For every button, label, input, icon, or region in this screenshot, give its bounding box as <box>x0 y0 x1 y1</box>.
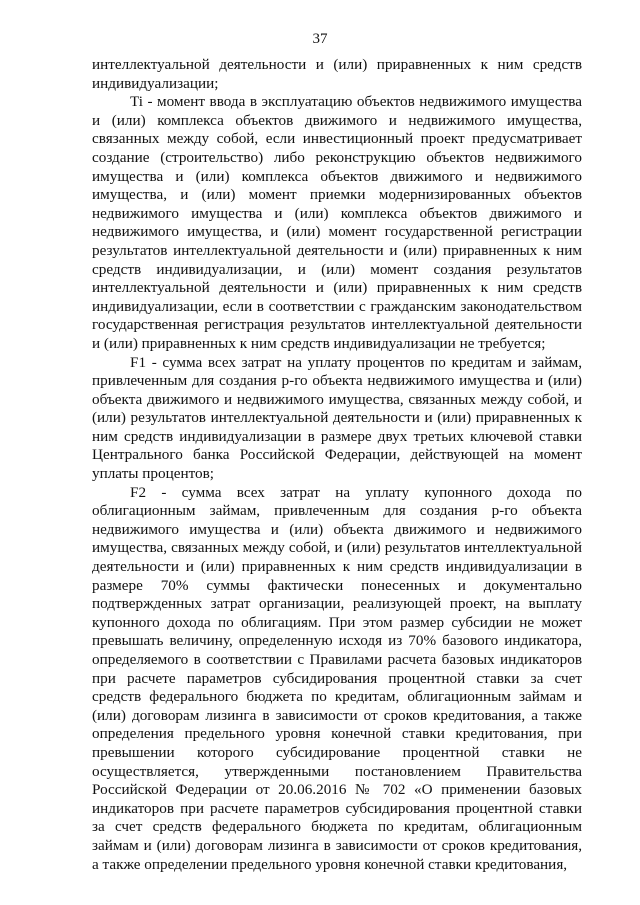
paragraph-f1-definition: F1 - сумма всех затрат на уплату процентов по кредитам и займам, привлеченным для создания p-го объекта недвижимого имущества и (или) объекта движимого и недвижимого имущества, связанных между собой, и (или) результатов интеллектуальной деятельности и (или) приравненных к ним средств индивидуализации в размере двух третьих ключевой ставки Центрального банка Российской Федерации, действующей на момент уплаты процентов; <box>92 353 582 483</box>
paragraph-continuation: интеллектуальной деятельности и (или) приравненных к ним средств индивидуализации; <box>92 56 582 92</box>
paragraph-ti-definition: Ti - момент ввода в эксплуатацию объектов недвижимого имущества и (или) комплекса объектов движимого и недвижимого имущества, связанных между собой, если инвестиционный проект предусматривает создание (строительство) либо реконструкцию объектов недвижимого имущества и (или) комплекса объектов движимого и недвижимого имущества, и (или) момент приемки модернизированных объектов недвижимого имущества и (или) комплекса объектов движимого и недвижимого имущества, и (или) момент государственной регистрации результатов интеллектуальной деятельности и (или) приравненных к ним средств индивидуализации, и (или) момент создания результатов интеллектуальной деятельности и (или) приравненных к ним средств индивидуализации, если в соответствии с гражданским законодательством государственная регистрация результатов интеллектуальной деятельности и (или) приравненных к ним средств индивидуализации не требуется; <box>92 93 582 352</box>
page-number: 37 <box>312 31 328 47</box>
paragraph-f2-definition: F2 - сумма всех затрат на уплату купонного дохода по облигационным займам, привлеченным для создания p-го объекта недвижимого имущества и (или) объекта движимого и недвижимого имущества, связанных между собой, и (или) результатов интеллектуальной деятельности и (или) приравненных к ним средств индивидуализации в размере 70% суммы фактически понесенных и документально подтвержденных затрат организации, реализующей проект, на выплату купонного дохода по облигациям. При этом размер субсидии не может превышать величину, определенную исходя из 70% базового индикатора, определяемого в соответствии с Правилами расчета базовых индикаторов при расчете параметров субсидирования процентной ставки за счет средств федерального бюджета по кредитам, облигационным займам и (или) договорам лизинга в зависимости от сроков кредитования, а также определения предельного уровня конечной ставки кредитования, при превышении которого субсидирование процентной ставки не осуществляется, утвержденными постановлением Правительства Российской Федерации от 20.06.2016 № 702 «О применении базовых индикаторов при расчете параметров субсидирования процентной ставки за счет средств федерального бюджета по кредитам, облигационным займам и (или) договорам лизинга в зависимости от сроков кредитования, а также определении предельного уровня конечной ставки кредитования, <box>92 483 582 873</box>
document-body <box>92 56 582 874</box>
